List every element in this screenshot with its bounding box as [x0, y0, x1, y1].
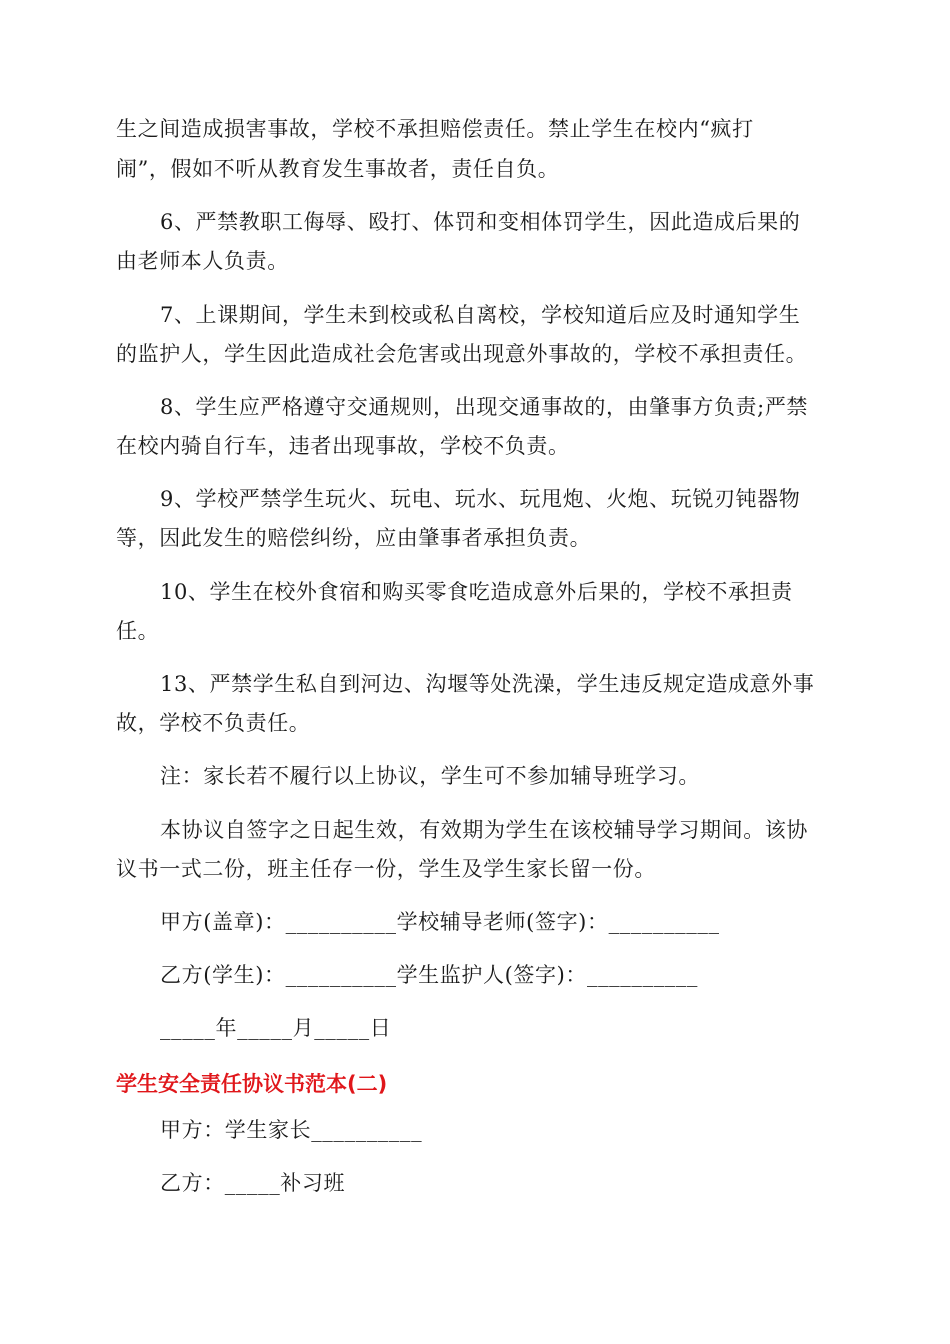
- paragraph-line: 由老师本人负责。: [116, 249, 289, 273]
- paragraph-line: 等，因此发生的赔偿纠纷，应由肇事者承担负责。: [116, 526, 592, 550]
- paragraph-line: 生之间造成损害事故，学校不承担赔偿责任。禁止学生在校内“疯打: [116, 117, 754, 141]
- paragraph-line: 本协议自签字之日起生效，有效期为学生在该校辅导学习期间。该协: [160, 818, 808, 842]
- paragraph-line: 13、严禁学生私自到河边、沟堰等处洗澡，学生违反规定造成意外事: [160, 672, 815, 696]
- paragraph-line: 在校内骑自行车，违者出现事故，学校不负责。: [116, 434, 570, 458]
- signature-line-party-b: 乙方(学生)：__________学生监护人(签字)：__________: [160, 963, 698, 987]
- paragraph-line: 闹”，假如不听从教育发生事故者，责任自负。: [116, 157, 560, 181]
- paragraph-line: 6、严禁教职工侮辱、殴打、体罚和变相体罚学生，因此造成后果的: [160, 210, 801, 234]
- paragraph-line: 故，学校不负责任。: [116, 711, 311, 735]
- section-heading: 学生安全责任协议书范本(二): [116, 1072, 388, 1096]
- paragraph-line: 10、学生在校外食宿和购买零食吃造成意外后果的，学校不承担责: [160, 580, 793, 604]
- paragraph-line: 的监护人，学生因此造成社会危害或出现意外事故的，学校不承担责任。: [116, 342, 808, 366]
- paragraph-line: 9、学校严禁学生玩火、玩电、玩水、玩甩炮、火炮、玩锐刃钝器物: [160, 487, 801, 511]
- paragraph-line: 注：家长若不履行以上协议，学生可不参加辅导班学习。: [160, 764, 700, 788]
- paragraph-line: 任。: [116, 619, 160, 643]
- paragraph-line: 议书一式二份，班主任存一份，学生及学生家长留一份。: [116, 857, 656, 881]
- party-b-line: 乙方：_____补习班: [160, 1171, 346, 1195]
- paragraph-line: 7、上课期间，学生未到校或私自离校，学校知道后应及时通知学生: [160, 303, 801, 327]
- party-a-line: 甲方：学生家长__________: [160, 1118, 423, 1142]
- signature-line-party-a: 甲方(盖章)：__________学校辅导老师(签字)：__________: [160, 910, 720, 934]
- date-line: _____年_____月_____日: [160, 1016, 392, 1040]
- paragraph-line: 8、学生应严格遵守交通规则，出现交通事故的，由肇事方负责;严禁: [160, 395, 809, 419]
